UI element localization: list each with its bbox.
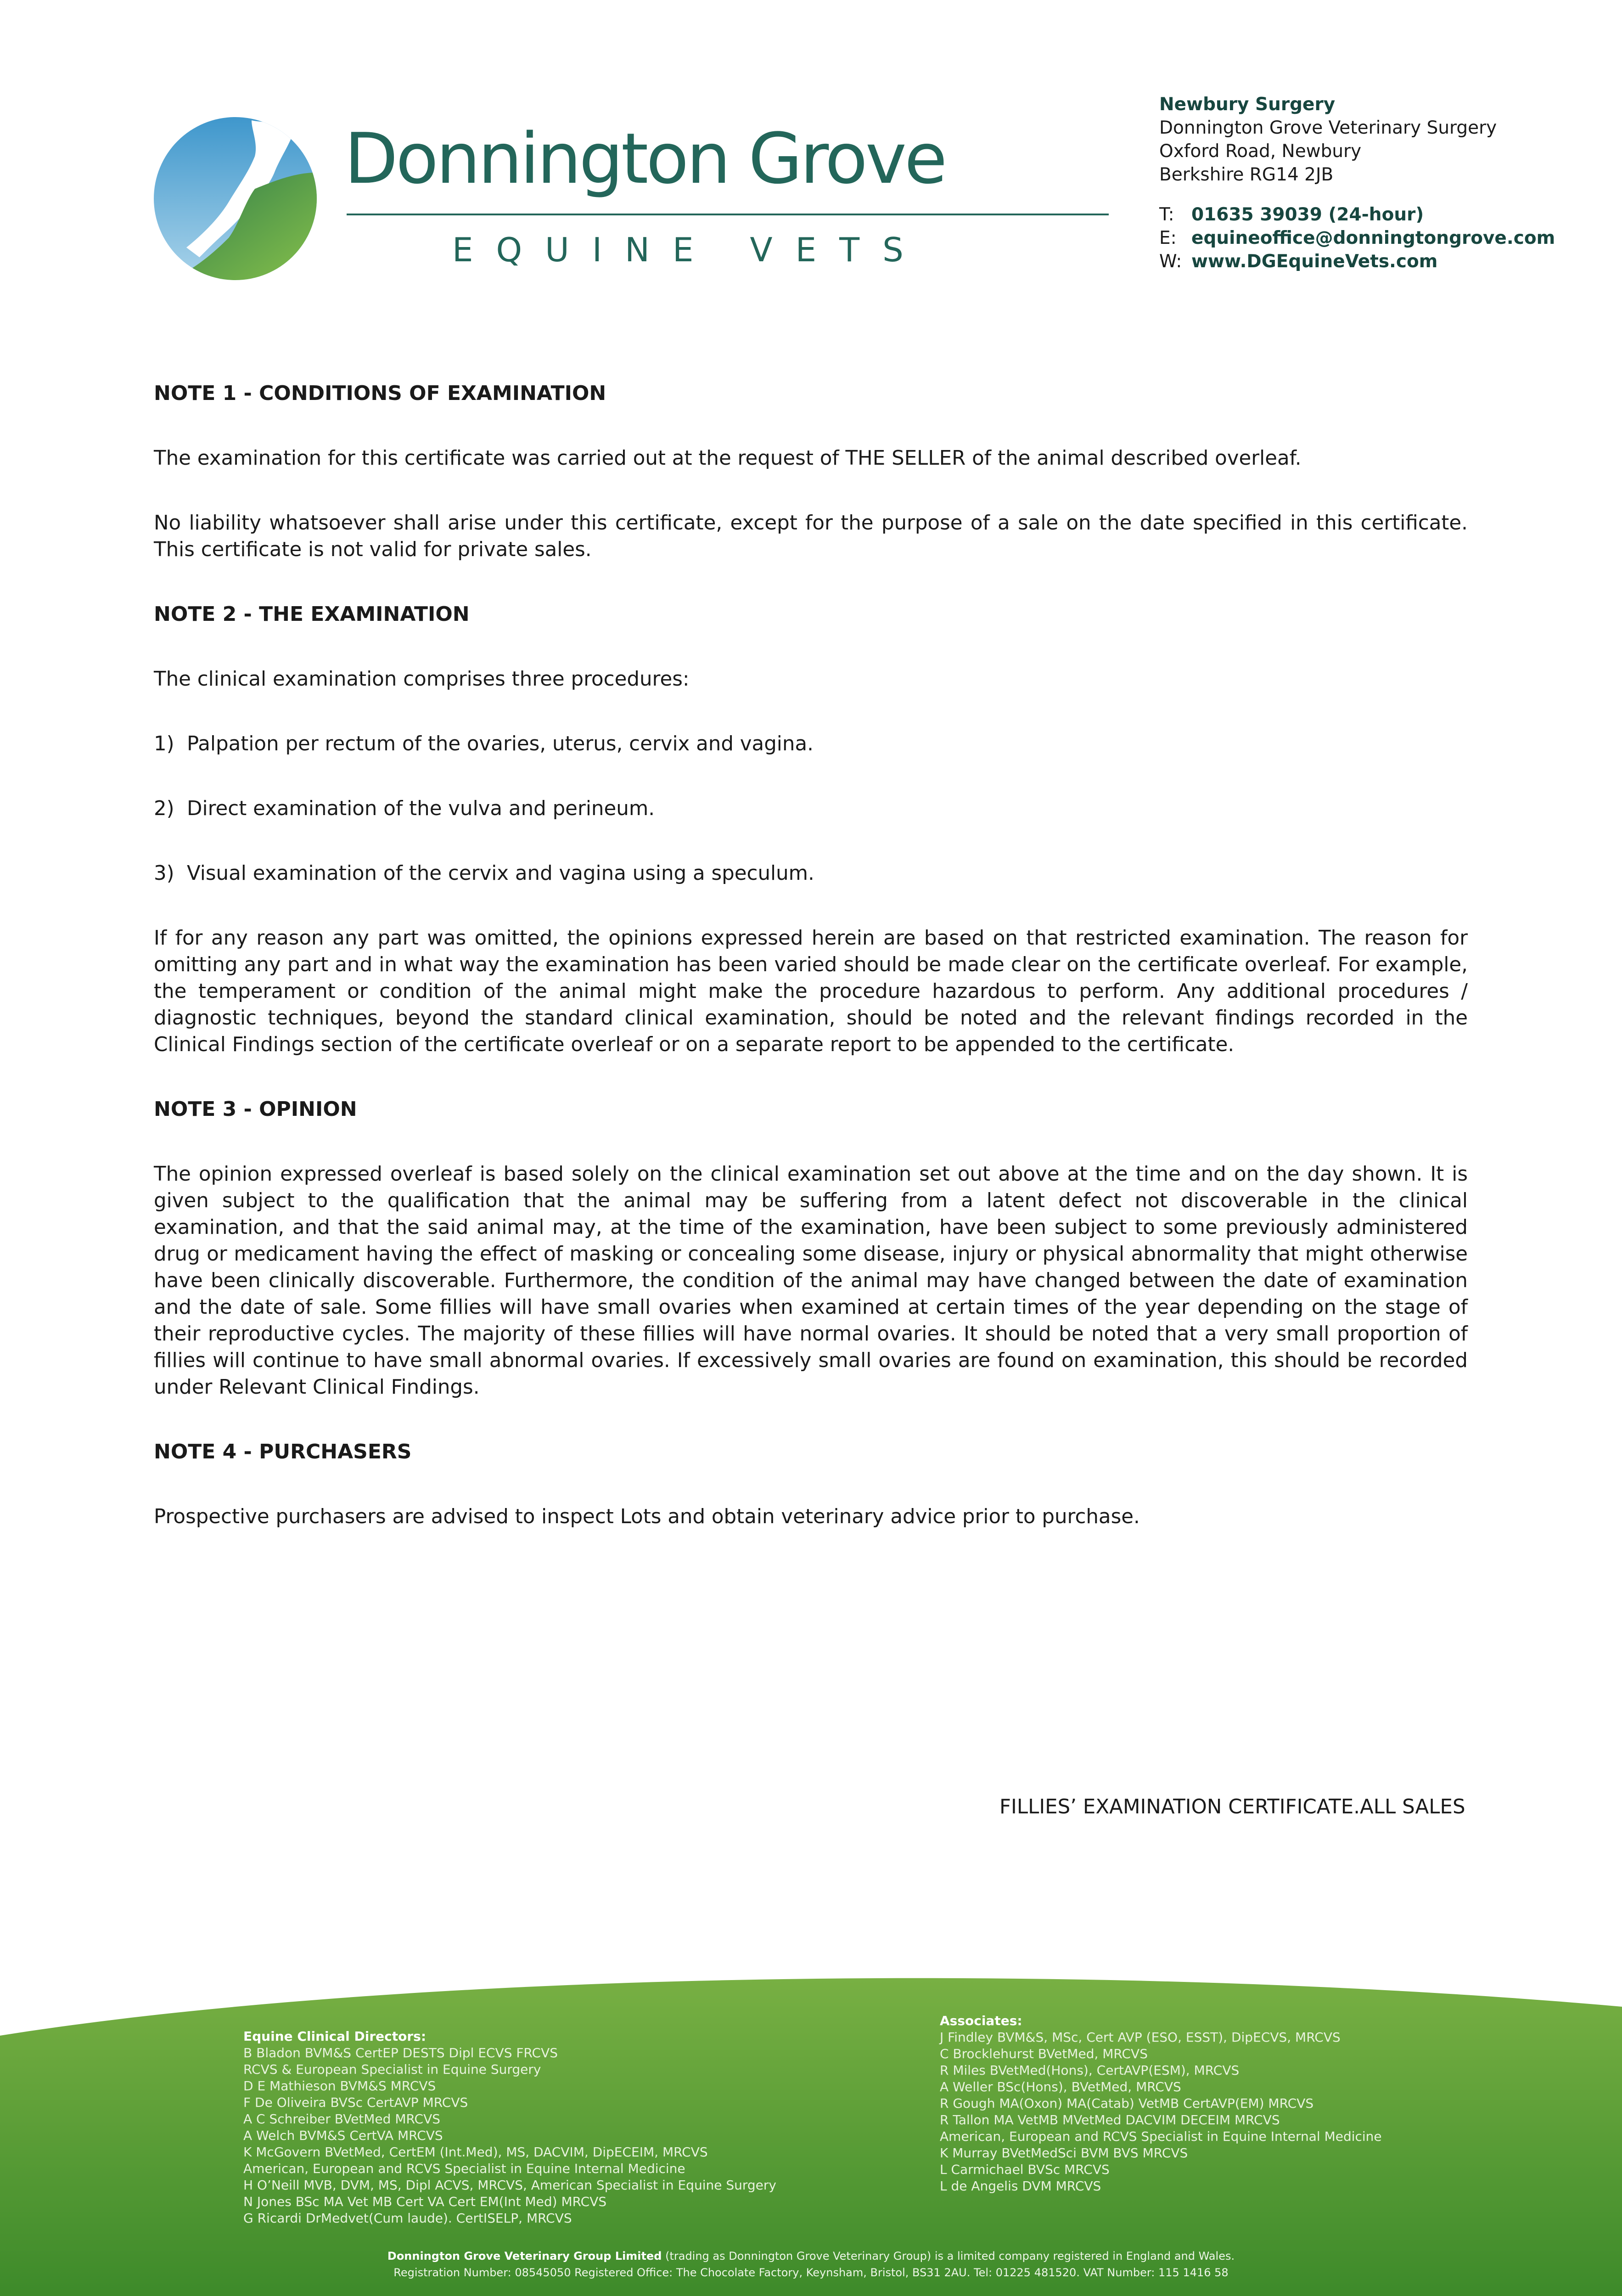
website: www.DGEquineVets.com: [1191, 251, 1438, 272]
email-label: E:: [1159, 228, 1177, 248]
associate-entry: A Weller BSc(Hons), BVetMed, MRCVS: [940, 2079, 1181, 2094]
note4-heading: NOTE 4 - PURCHASERS: [154, 1440, 412, 1463]
brand-divider: [347, 214, 1109, 215]
procedure-text: Palpation per rectum of the ovaries, uterus, cervix and vagina.: [187, 732, 814, 755]
procedure-number: 2): [154, 797, 174, 820]
director-entry: RCVS & European Specialist in Equine Surgery: [243, 2062, 541, 2077]
procedure-item: [154, 860, 1468, 887]
director-entry: American, European and RCVS Specialist in Equine Internal Medicine: [243, 2161, 685, 2176]
legal-text: (trading as Donnington Grove Veterinary Group) is a limited company registered in England and Wales.: [662, 2250, 1235, 2262]
procedure-text: Direct examination of the vulva and perineum.: [187, 797, 655, 820]
directors-list: [243, 2028, 776, 2227]
address-line: Berkshire RG14 2JB: [1159, 164, 1334, 185]
brand-tagline: EQUINE VETS: [452, 231, 926, 269]
associate-entry: J Findley BVM&S, MSc, Cert AVP (ESO, ESST), DipECVS, MRCVS: [940, 2030, 1341, 2045]
address-block: [1159, 93, 1497, 186]
phone-number: 01635 39039 (24-hour): [1191, 204, 1424, 225]
procedure-number: 1): [154, 732, 174, 755]
note2-heading: NOTE 2 - THE EXAMINATION: [154, 602, 470, 626]
procedure-number: 3): [154, 862, 174, 885]
associate-entry: American, European and RCVS Specialist in Equine Internal Medicine: [940, 2129, 1382, 2144]
director-entry: F De Oliveira BVSc CertAVP MRCVS: [243, 2095, 468, 2110]
note2-paragraph: If for any reason any part was omitted, the opinions expressed herein are based on that restricted examination. The reason for omitting any part and in what way the examination has been varied should be made clear on the certificate overleaf. For example, the temperament or condition of the animal might make the procedure hazardous to perform. Any additional procedures / diagnostic techniques, beyond the standard clinical examination, should be noted and the relevant findings recorded in the Clinical Findings section of the certificate overleaf or on a separate report to be appended to the certificate.: [154, 927, 1468, 1056]
company-name: Donnington Grove Veterinary Group Limited: [387, 2250, 662, 2262]
surgery-name: Newbury Surgery: [1159, 94, 1336, 115]
director-entry: B Bladon BVM&S CertEP DESTS Dipl ECVS FRCVS: [243, 2045, 558, 2060]
procedure-item: [154, 731, 1468, 757]
phone-row: [1159, 203, 1555, 226]
note4-paragraph: Prospective purchasers are advised to inspect Lots and obtain veterinary advice prior to purchase.: [154, 1505, 1140, 1528]
associates-title: Associates:: [940, 2013, 1022, 2028]
legal-line: [0, 2248, 1622, 2264]
procedure-item: [154, 795, 1468, 822]
brand-logo: [154, 115, 962, 285]
note3-paragraph: The opinion expressed overleaf is based solely on the clinical examination set out above at the time and on the day shown. It is given subject to the qualification that the animal may be suffering from a latent defect not discoverable in the clinical examination, and that the said animal may, at the time of the examination, have been subject to some previously administered drug or medicament having the effect of masking or concealing some disease, injury or physical abnormality that might otherwise have been clinically discoverable. Furthermore, the condition of the animal may have changed between the date of examination and the date of sale. Some fillies will have small ovaries when examined at certain times of the year depending on the stage of their reproductive cycles. The majority of these fillies will have normal ovaries. It should be noted that a very small proportion of fillies will continue to have small abnormal ovaries. If excessively small ovaries are found on examination, this should be recorded under Relevant Clinical Findings.: [154, 1163, 1468, 1399]
associate-entry: K Murray BVetMedSci BVM BVS MRCVS: [940, 2145, 1188, 2161]
associate-entry: R Tallon MA VetMB MVetMed DACVIM DECEIM MRCVS: [940, 2112, 1280, 2127]
address-line: Donnington Grove Veterinary Surgery: [1159, 118, 1497, 138]
director-entry: D E Mathieson BVM&S MRCVS: [243, 2078, 436, 2093]
associate-entry: L de Angelis DVM MRCVS: [940, 2178, 1101, 2194]
legal-notice: [0, 2248, 1622, 2281]
note1-paragraph: The examination for this certificate was carried out at the request of THE SELLER of the animal described overleaf.: [154, 447, 1302, 470]
procedure-text: Visual examination of the cervix and vagina using a speculum.: [187, 862, 814, 885]
note1-paragraph: No liability whatsoever shall arise under this certificate, except for the purpose of a sale on the date specified in this certificate. This certificate is not valid for private sales.: [154, 512, 1468, 561]
web-label: W:: [1159, 251, 1182, 272]
note2-intro: The clinical examination comprises three procedures:: [154, 668, 690, 691]
associate-entry: R Miles BVetMed(Hons), CertAVP(ESM), MRCVS: [940, 2063, 1240, 2078]
directors-title: Equine Clinical Directors:: [243, 2029, 427, 2044]
note1-heading: NOTE 1 - CONDITIONS OF EXAMINATION: [154, 382, 606, 405]
director-entry: K McGovern BVetMed, CertEM (Int.Med), MS, DACVIM, DipECEIM, MRCVS: [243, 2144, 708, 2160]
phone-label: T:: [1159, 204, 1174, 225]
director-entry: A Welch BVM&S CertVA MRCVS: [243, 2128, 443, 2143]
director-entry: A C Schreiber BVetMed MRCVS: [243, 2111, 441, 2127]
note3-heading: NOTE 3 - OPINION: [154, 1097, 357, 1121]
legal-line: Registration Number: 08545050 Registered Office: The Chocolate Factory, Keynsham, Bristol, BS31 2AU. Tel: 01225 481520. VAT Number: 115 1416 58: [393, 2266, 1229, 2279]
contact-block: [1159, 203, 1555, 273]
brand-name: Donnington Grove: [344, 118, 945, 199]
horse-head-emblem-icon: [154, 117, 317, 280]
director-entry: G Ricardi DrMedvet(Cum laude). CertISELP, MRCVS: [243, 2211, 572, 2226]
associate-entry: L Carmichael BVSc MRCVS: [940, 2162, 1110, 2177]
associate-entry: C Brocklehurst BVetMed, MRCVS: [940, 2046, 1148, 2061]
email-address: equineoffice@donningtongrove.com: [1191, 228, 1555, 248]
email-row: [1159, 226, 1555, 250]
associates-list: [940, 2013, 1382, 2195]
director-entry: H O’Neill MVB, DVM, MS, Dipl ACVS, MRCVS, American Specialist in Equine Surgery: [243, 2178, 776, 2193]
certificate-reference: FILLIES’ EXAMINATION CERTIFICATE.ALL SALES: [999, 1795, 1465, 1818]
document-body: [154, 380, 1468, 1568]
director-entry: N Jones BSc MA Vet MB Cert VA Cert EM(Int Med) MRCVS: [243, 2194, 607, 2209]
associate-entry: R Gough MA(Oxon) MA(Catab) VetMB CertAVP(EM) MRCVS: [940, 2096, 1314, 2111]
address-line: Oxford Road, Newbury: [1159, 141, 1362, 162]
web-row: [1159, 250, 1555, 273]
